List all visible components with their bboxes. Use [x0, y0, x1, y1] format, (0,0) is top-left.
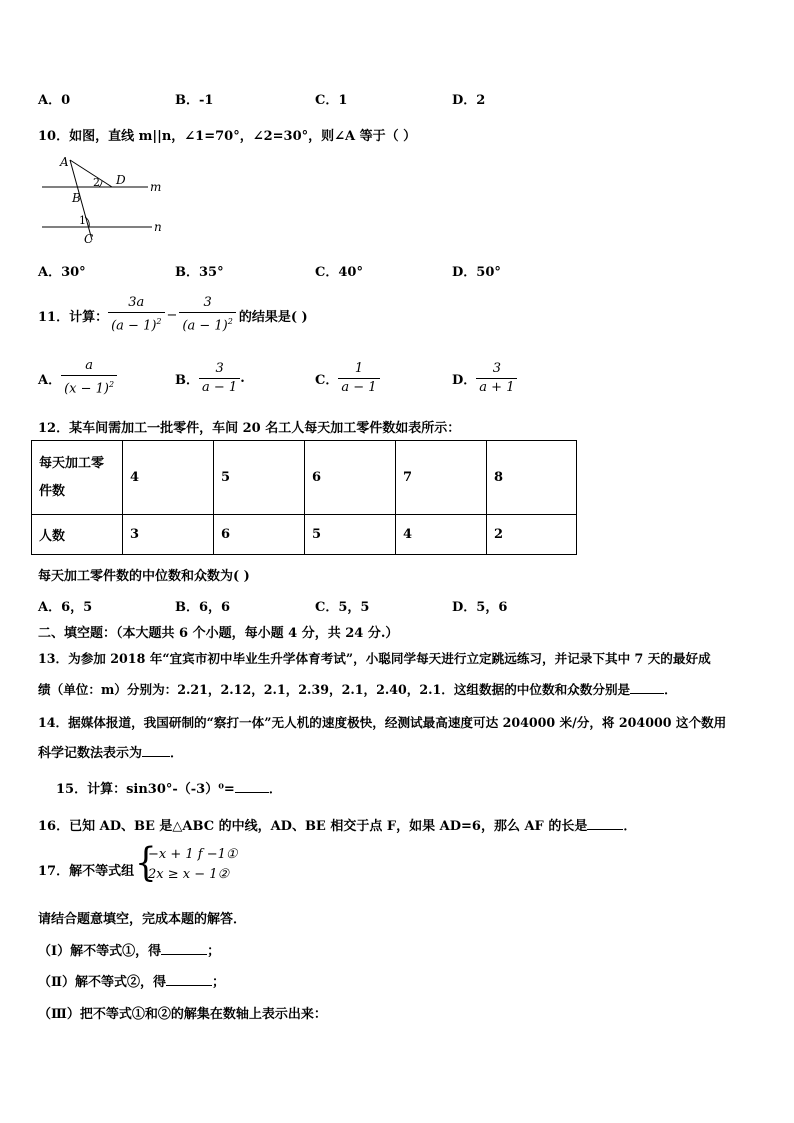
q11-option-a-den [61, 375, 117, 398]
q16-end: ． [623, 819, 637, 834]
q11-frac2-num: 3 [203, 295, 212, 311]
q10-option-c: C．40° [315, 265, 363, 280]
q11-option-c-label: C． [315, 372, 339, 388]
q17-step1-text: （Ⅰ）解不等式①，得 [38, 944, 162, 959]
q11-fraction-1 [108, 294, 164, 335]
label-n: n [154, 220, 162, 234]
q11-option-b [175, 356, 245, 400]
q11-frac1-exp: 2 [156, 317, 162, 327]
label-m: m [150, 180, 162, 194]
q12-row1-header-line1: 每天加工零 [39, 455, 105, 471]
q11-option-d-label: D． [452, 372, 477, 388]
q13-end: ． [664, 682, 677, 697]
q11-option-b-tail: . [240, 370, 245, 386]
label-c: C [84, 232, 94, 246]
q9-option-d: D．2 [452, 93, 486, 108]
q17-brace: { [135, 840, 157, 886]
q17-step2-blank[interactable] [166, 973, 212, 986]
q11-option-a-fraction [61, 357, 117, 398]
table-cell: 4 [396, 515, 487, 555]
table-cell: 7 [396, 441, 487, 515]
table-cell: 6 [305, 441, 396, 515]
q12-table [31, 440, 577, 555]
q15-end: ． [268, 782, 282, 797]
q12-stem: 12．某车间需加工一批零件，车间 20 名工人每天加工零件数如表所示： [38, 421, 461, 436]
q11-option-d-den: a + 1 [476, 378, 517, 397]
q9-option-c: C．1 [315, 93, 348, 108]
q11-suffix: 的结果是( ) [238, 309, 308, 325]
q17-inequality-1: −x + 1 f −1① [148, 847, 238, 862]
q11-fraction-2 [179, 294, 235, 335]
q11-option-a-label: A． [38, 372, 62, 388]
q12-question: 每天加工零件数的中位数和众数为( ) [38, 569, 250, 584]
table-cell: 6 [214, 515, 305, 555]
q17-step1 [38, 940, 220, 959]
q11-frac2-den-text: (a − 1) [182, 318, 228, 334]
q15 [56, 778, 282, 797]
q16 [38, 815, 636, 834]
q12-option-a: A．6，5 [38, 600, 93, 615]
q17-system [148, 845, 238, 885]
q11-prefix: 11．计算： [38, 309, 109, 325]
q10-option-b: B．35° [175, 265, 224, 280]
q11-minus: − [166, 307, 178, 323]
table-cell: 3 [123, 515, 214, 555]
table-cell: 2 [487, 515, 577, 555]
q11-frac2-den [179, 312, 235, 335]
q15-answer-blank[interactable] [235, 780, 269, 793]
q14-line1: 14．据媒体报道，我国研制的“察打一体”无人机的速度极快，经测试最高速度可达 204000 米/分，将 204000 这个数用 [38, 715, 727, 730]
q15-text: 15．计算：sin30°-（-3）⁰= [56, 782, 235, 797]
q11-frac1-den [108, 312, 164, 335]
q17-step2-text: （Ⅱ）解不等式②，得 [38, 975, 166, 990]
q17-step2-semicolon: ； [211, 975, 225, 990]
q9-option-a: A．0 [38, 93, 71, 108]
label-2: 2 [93, 176, 100, 189]
q12-option-d: D．5，6 [452, 600, 508, 615]
q11-option-c-fraction [338, 360, 379, 397]
q11-option-a-num: a [85, 358, 93, 374]
q14-end: ． [170, 746, 184, 761]
table-cell: 5 [214, 441, 305, 515]
q16-answer-blank[interactable] [587, 817, 623, 830]
q11-frac2-exp: 2 [227, 317, 233, 327]
q11-option-d-num: 3 [492, 360, 502, 376]
q13-answer-blank[interactable] [630, 681, 664, 694]
q14-line2 [38, 742, 183, 761]
table-cell: 5 [305, 515, 396, 555]
q11-option-a-exp: 2 [109, 380, 115, 390]
q12-row2-header: 人数 [32, 515, 123, 555]
q11-option-c-den: a − 1 [338, 378, 379, 397]
q11-stem [38, 293, 308, 337]
table-cell: 8 [487, 441, 577, 515]
q11-option-d-fraction [476, 360, 517, 397]
q10-option-d: D．50° [452, 265, 501, 280]
q11-option-b-den: a − 1 [199, 378, 240, 397]
q11-option-c-num: 1 [354, 360, 364, 376]
q17-prefix: 17．解不等式组 [38, 864, 135, 879]
label-1: 1 [79, 214, 86, 227]
q17-instruction: 请结合题意填空，完成本题的解答． [38, 912, 247, 927]
label-d: D [116, 173, 126, 187]
label-b: B [72, 191, 81, 205]
q17-step3: （Ⅲ）把不等式①和②的解集在数轴上表示出来： [38, 1007, 327, 1022]
q12-option-b: B．6，6 [175, 600, 231, 615]
section-2-heading: 二、填空题：（本大题共 6 个小题，每小题 4 分，共 24 分.） [38, 626, 399, 641]
q12-row1-header [32, 441, 123, 515]
table-row [32, 515, 577, 555]
q13-line2-text: 绩（单位：m）分别为：2.21，2.12，2.1，2.39，2.1，2.40，2.1．这组数据的中位数和众数分别是 [38, 682, 631, 697]
q17-step1-semicolon: ； [207, 944, 221, 959]
q11-option-a [38, 356, 117, 400]
q11-frac1-num: 3a [128, 295, 145, 311]
q11-option-b-num: 3 [215, 360, 224, 376]
q11-option-a-den-text: (x − 1) [64, 381, 109, 397]
q11-option-c [315, 356, 380, 400]
q11-option-b-label: B． [175, 372, 199, 388]
q13-line1: 13．为参加 2018 年“宜宾市初中毕业生升学体育考试”，小聪同学每天进行立定跳远练习，并记录下其中 7 天的最好成 [38, 651, 711, 666]
table-cell: 4 [123, 441, 214, 515]
label-a: A [60, 155, 69, 169]
q10-option-a: A．30° [38, 265, 86, 280]
q14-line2-text: 科学记数法表示为 [38, 746, 143, 761]
q11-option-b-fraction [199, 360, 240, 397]
table-row [32, 441, 577, 515]
q12-row1-header-line2: 件数 [39, 483, 66, 499]
q11-frac1-den-text: (a − 1) [111, 318, 157, 334]
q17-step2 [38, 971, 225, 990]
q9-option-b: B．-1 [175, 93, 214, 108]
q12-option-c: C．5，5 [315, 600, 370, 615]
q10-figure [36, 152, 176, 248]
q17-inequality-2: 2x ≥ x − 1② [148, 867, 230, 882]
q17-step1-blank[interactable] [161, 942, 207, 955]
q10-stem: 10．如图，直线 m||n，∠1=70°，∠2=30°，则∠A 等于（ ） [38, 129, 417, 144]
q16-text: 16．已知 AD、BE 是△ABC 的中线，AD、BE 相交于点 F，如果 AD=6，那么 AF 的长是 [38, 819, 588, 834]
q14-answer-blank[interactable] [142, 744, 170, 757]
q11-option-d [452, 356, 517, 400]
q13-line2 [38, 679, 677, 698]
